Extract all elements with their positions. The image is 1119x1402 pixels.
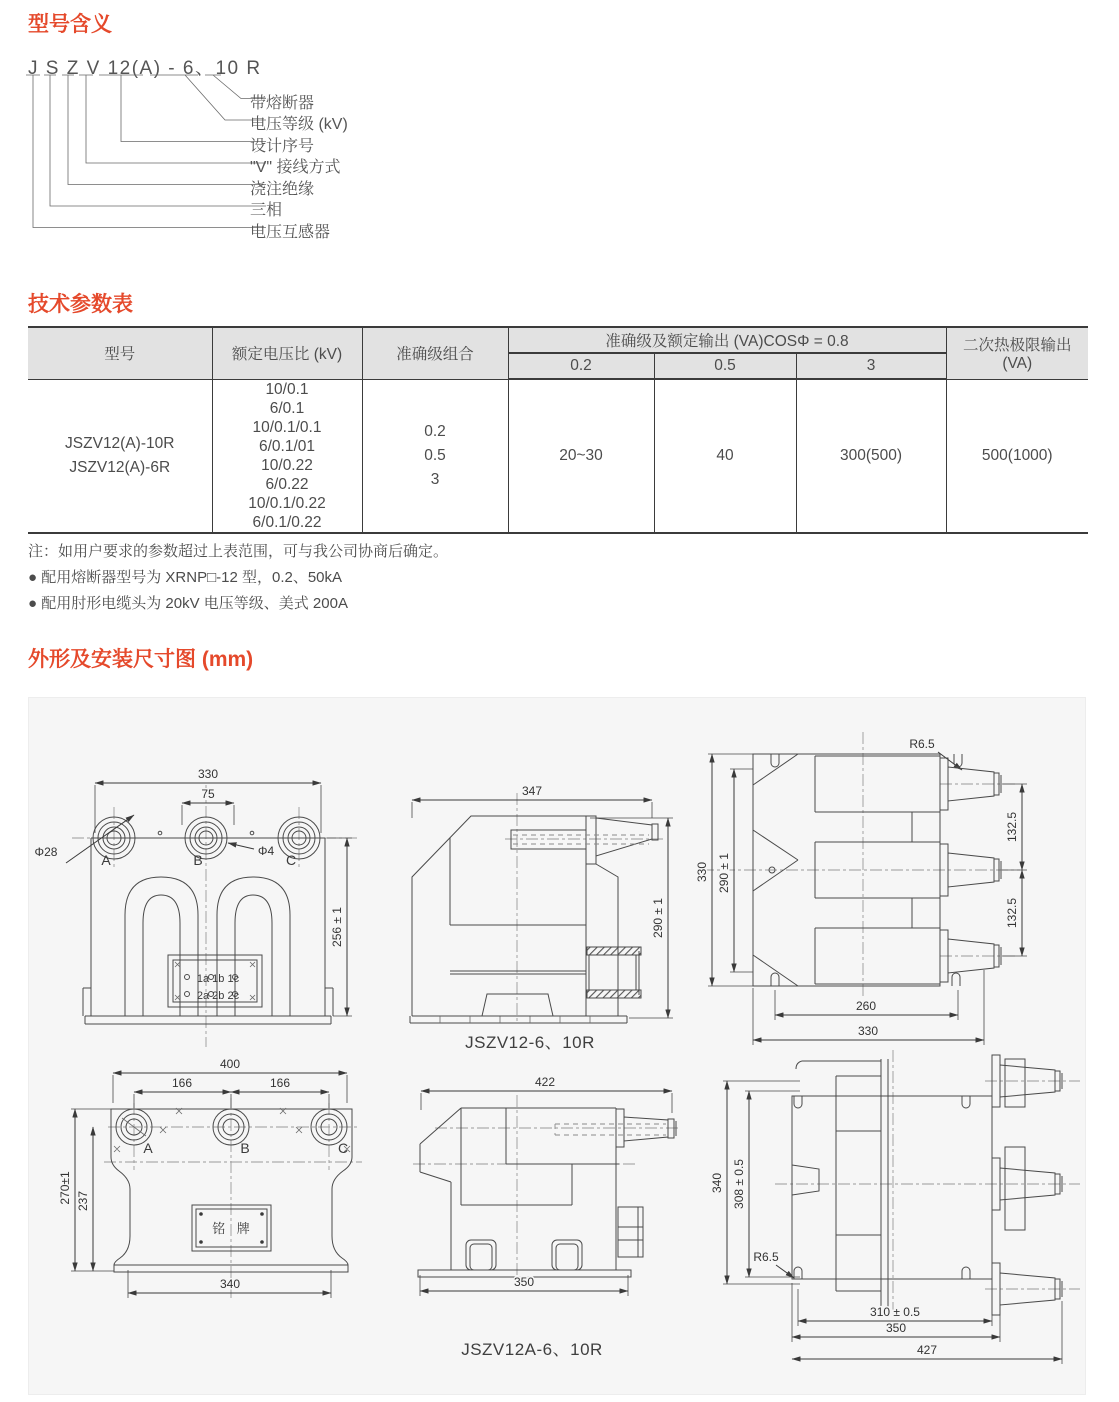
col-subheader-0_2: 0.2 bbox=[508, 353, 654, 379]
dim-label: 350 bbox=[885, 1321, 907, 1335]
thermal-header-line1: 二次热极限输出 bbox=[963, 337, 1072, 355]
nameplate-label: 铭 牌 bbox=[212, 1221, 254, 1236]
model-label-voltage-transformer: 电压互感器 bbox=[250, 223, 331, 241]
col-subheader-3: 3 bbox=[796, 353, 946, 379]
dim-label: Φ4 bbox=[257, 844, 275, 858]
model-label-cast-insulation: 浇注绝缘 bbox=[250, 180, 315, 198]
dim-label: Φ28 bbox=[34, 845, 58, 859]
section-title-parameters: 技术参数表 bbox=[28, 293, 133, 316]
terminal-row-1: 1a 1b 1c bbox=[196, 973, 240, 985]
dim-label: 427 bbox=[916, 1343, 938, 1357]
parameters-table bbox=[28, 326, 1088, 534]
drawing-label-jszv12: JSZV12-6、10R bbox=[465, 1033, 595, 1052]
dim-label: 290 ± 1 bbox=[651, 898, 665, 938]
col-header-ratio: 额定电压比 (kV) bbox=[212, 328, 362, 379]
phase-label-c: C bbox=[285, 852, 297, 868]
cell-accuracy-classes: 0.2 0.5 3 bbox=[362, 379, 508, 532]
col-header-thermal bbox=[946, 328, 1088, 379]
dim-label: 75 bbox=[201, 787, 215, 801]
dim-label: 330 bbox=[857, 1024, 879, 1038]
model-breakdown-lines bbox=[20, 72, 260, 237]
drawing-label-jszv12a: JSZV12A-6、10R bbox=[461, 1340, 603, 1359]
dim-label: 422 bbox=[534, 1075, 556, 1089]
phase-label-c: C bbox=[337, 1140, 349, 1156]
dim-label: R6.5 bbox=[909, 737, 935, 751]
note-line-1: 注：如用户要求的参数超过上表范围，可与我公司协商后确定。 bbox=[28, 543, 449, 560]
dim-label: 132.5 bbox=[1005, 811, 1019, 843]
dim-label: 132.5 bbox=[1005, 897, 1019, 929]
dim-label: 350 bbox=[513, 1275, 535, 1289]
drawing-jszv12-front-view bbox=[30, 755, 370, 1055]
dim-label: 400 bbox=[219, 1057, 241, 1071]
dim-label: 330 bbox=[695, 861, 709, 883]
col-header-output-group: 准确级及额定输出 (VA)COSΦ = 0.8 bbox=[508, 328, 946, 353]
cell-models: JSZV12(A)-10R JSZV12(A)-6R bbox=[28, 379, 212, 532]
col-subheader-0_5: 0.5 bbox=[654, 353, 796, 379]
cell-thermal-limit: 500(1000) bbox=[946, 379, 1088, 532]
dim-label: 310 ± 0.5 bbox=[870, 1305, 920, 1319]
dim-label: 256 ± 1 bbox=[330, 907, 344, 947]
dim-label: 166 bbox=[269, 1076, 291, 1090]
phase-label-a: A bbox=[101, 852, 111, 868]
dim-label: 340 bbox=[710, 1172, 724, 1194]
model-label-design-serial: 设计序号 bbox=[250, 137, 315, 155]
drawing-jszv12a-front-view bbox=[60, 1058, 395, 1308]
dim-label: 290 ± 1 bbox=[717, 853, 731, 893]
col-header-accuracy-class: 准确级组合 bbox=[362, 328, 508, 379]
dim-label: 340 bbox=[219, 1277, 241, 1291]
thermal-header-line2: (VA) bbox=[1002, 355, 1033, 373]
drawing-jszv12-top-view bbox=[695, 730, 1090, 1065]
phase-label-b: B bbox=[240, 1140, 250, 1156]
dim-label: 347 bbox=[521, 784, 543, 798]
cell-output-0_5: 40 bbox=[654, 379, 796, 532]
section-title-dimensions: 外形及安装尺寸图 (mm) bbox=[28, 648, 254, 671]
dim-label: 330 bbox=[197, 767, 219, 781]
dim-label: 260 bbox=[855, 999, 877, 1013]
cell-output-3: 300(500) bbox=[796, 379, 946, 532]
dim-label: 166 bbox=[171, 1076, 193, 1090]
dim-label: R6.5 bbox=[753, 1250, 779, 1264]
model-code: J S Z V 12(A) - 6、10 R bbox=[28, 58, 262, 79]
drawing-jszv12-side-view bbox=[405, 785, 690, 1028]
col-header-model: 型号 bbox=[28, 328, 212, 379]
drawing-jszv12a-side-view bbox=[405, 1065, 690, 1305]
table-row bbox=[28, 379, 1088, 532]
model-label-three-phase: 三相 bbox=[250, 202, 283, 219]
note-line-3: ● 配用肘形电缆头为 20kV 电压等级、美式 200A bbox=[28, 595, 348, 612]
dim-label: 237 bbox=[76, 1190, 90, 1212]
phase-label-a: A bbox=[143, 1140, 153, 1156]
model-label-fuse: 带熔断器 bbox=[250, 94, 315, 112]
cell-ratios: 10/0.1 6/0.1 10/0.1/0.1 6/0.1/01 10/0.22 6/0.22 10/0.1/0.22 6/0.1/0.22 bbox=[212, 379, 362, 532]
cell-output-0_2: 20~30 bbox=[508, 379, 654, 532]
dim-label: 270±1 bbox=[58, 1171, 72, 1205]
dim-label: 308 ± 0.5 bbox=[732, 1159, 746, 1209]
model-label-voltage-class: 电压等级 (kV) bbox=[250, 116, 348, 133]
model-label-v-connection: "V" 接线方式 bbox=[250, 159, 341, 176]
phase-label-b: B bbox=[193, 852, 203, 868]
drawing-jszv12a-top-view bbox=[700, 1045, 1119, 1380]
terminal-row-2: 2a 2b 2c bbox=[196, 990, 240, 1002]
note-line-2: ● 配用熔断器型号为 XRNP□-12 型，0.2、50kA bbox=[28, 569, 343, 586]
section-title-model-meaning: 型号含义 bbox=[28, 13, 112, 36]
